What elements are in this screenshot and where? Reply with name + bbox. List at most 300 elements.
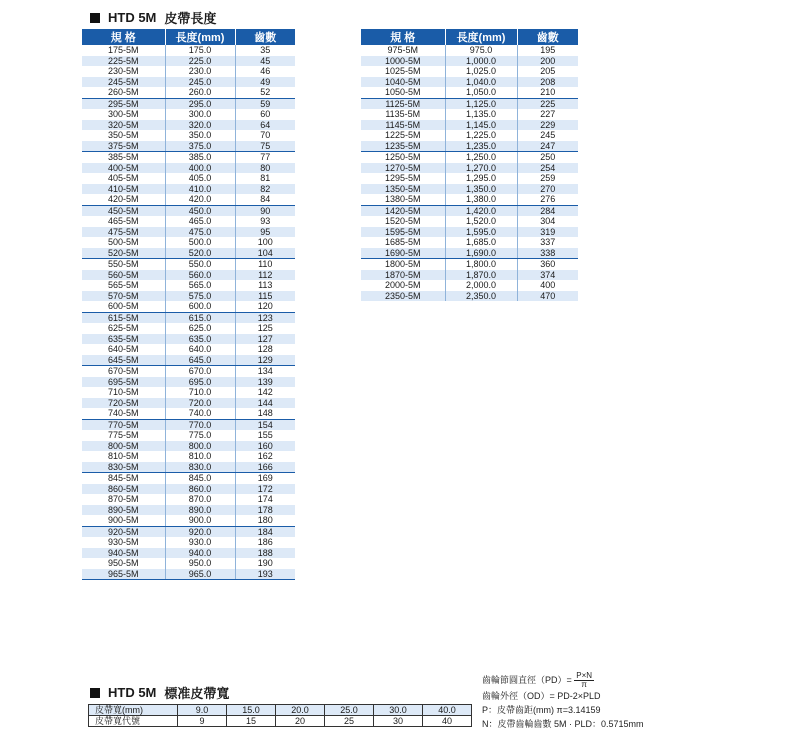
cell-length: 405.0 (165, 173, 235, 184)
table-row (82, 537, 295, 548)
pd-numerator: P×N (576, 671, 593, 680)
cell-spec: 830-5M (82, 462, 165, 473)
cell-spec: 775-5M (82, 430, 165, 441)
width-label: 皮帶寬(mm) (89, 705, 178, 716)
cell-teeth: 125 (235, 323, 295, 334)
cell-teeth: 225 (517, 98, 578, 109)
cell-length: 600.0 (165, 301, 235, 312)
cell-spec: 500-5M (82, 237, 165, 248)
cell-teeth: 338 (517, 248, 578, 259)
cell-length: 350.0 (165, 130, 235, 141)
cell-length: 2,000.0 (445, 280, 517, 291)
cell-teeth: 46 (235, 66, 295, 77)
cell-spec: 800-5M (82, 441, 165, 452)
table-row (82, 227, 295, 238)
cell-teeth: 93 (235, 216, 295, 227)
cell-length: 245.0 (165, 77, 235, 88)
cell-teeth: 104 (235, 248, 295, 259)
pd-formula (482, 672, 644, 689)
belt-width-table (88, 704, 472, 727)
pd-label: 齒輪節圓直徑（PD）= (482, 674, 572, 685)
cell-length: 420.0 (165, 194, 235, 205)
cell-teeth: 139 (235, 377, 295, 388)
cell-length: 1,350.0 (445, 184, 517, 195)
table-row (82, 451, 295, 462)
cell-spec: 260-5M (82, 87, 165, 98)
cell-spec: 615-5M (82, 312, 165, 323)
header-length: 長度(mm) (165, 29, 235, 45)
table-row (82, 205, 295, 216)
cell-spec: 695-5M (82, 377, 165, 388)
cell-spec: 2000-5M (361, 280, 445, 291)
cell-teeth: 186 (235, 537, 295, 548)
cell-length: 1,040.0 (445, 77, 517, 88)
cell-length: 870.0 (165, 494, 235, 505)
cell-teeth: 60 (235, 109, 295, 120)
cell-length: 695.0 (165, 377, 235, 388)
cell-teeth: 148 (235, 408, 295, 419)
cell-spec: 1380-5M (361, 194, 445, 205)
cell-spec: 320-5M (82, 120, 165, 131)
cell-spec: 475-5M (82, 227, 165, 238)
table-row (82, 515, 295, 526)
table-row (82, 323, 295, 334)
cell-length: 1,125.0 (445, 98, 517, 109)
width-code: 30 (374, 716, 423, 727)
cell-teeth: 174 (235, 494, 295, 505)
cell-spec: 295-5M (82, 98, 165, 109)
table-row (82, 344, 295, 355)
table-row (361, 77, 578, 88)
table-row (82, 248, 295, 259)
cell-length: 230.0 (165, 66, 235, 77)
cell-teeth: 304 (517, 216, 578, 227)
cell-teeth: 112 (235, 270, 295, 281)
square-bullet-icon (90, 688, 100, 698)
cell-teeth: 75 (235, 141, 295, 152)
cell-spec: 565-5M (82, 280, 165, 291)
table-row (82, 505, 295, 516)
cell-teeth: 259 (517, 173, 578, 184)
cell-spec: 1225-5M (361, 130, 445, 141)
cell-length: 1,870.0 (445, 270, 517, 281)
cell-spec: 350-5M (82, 130, 165, 141)
table-row (361, 87, 578, 98)
cell-length: 775.0 (165, 430, 235, 441)
cell-teeth: 35 (235, 45, 295, 56)
table-row (82, 109, 295, 120)
cell-length: 1,135.0 (445, 109, 517, 120)
table-row (361, 56, 578, 67)
cell-length: 565.0 (165, 280, 235, 291)
cell-spec: 845-5M (82, 473, 165, 484)
cell-length: 1,025.0 (445, 66, 517, 77)
cell-teeth: 128 (235, 344, 295, 355)
cell-length: 410.0 (165, 184, 235, 195)
cell-teeth: 229 (517, 120, 578, 131)
table-row (361, 184, 578, 195)
cell-teeth: 84 (235, 194, 295, 205)
cell-length: 940.0 (165, 548, 235, 559)
cell-length: 635.0 (165, 334, 235, 345)
cell-teeth: 155 (235, 430, 295, 441)
cell-spec: 940-5M (82, 548, 165, 559)
n-definition: N：皮帶齒輪齒數 5M · PLD：0.5715mm (482, 719, 644, 729)
table-row (82, 216, 295, 227)
cell-teeth: 49 (235, 77, 295, 88)
cell-spec: 740-5M (82, 408, 165, 419)
cell-teeth: 180 (235, 515, 295, 526)
cell-teeth: 208 (517, 77, 578, 88)
cell-length: 920.0 (165, 526, 235, 537)
cell-spec: 900-5M (82, 515, 165, 526)
table-row (82, 387, 295, 398)
cell-teeth: 254 (517, 163, 578, 174)
table-row (82, 77, 295, 88)
cell-spec: 300-5M (82, 109, 165, 120)
cell-teeth: 110 (235, 259, 295, 270)
cell-length: 1,685.0 (445, 237, 517, 248)
cell-length: 1,380.0 (445, 194, 517, 205)
cell-length: 2,350.0 (445, 291, 517, 302)
table-row (361, 194, 578, 205)
table-row (361, 141, 578, 152)
cell-length: 720.0 (165, 398, 235, 409)
cell-length: 710.0 (165, 387, 235, 398)
table-row (82, 312, 295, 323)
cell-spec: 410-5M (82, 184, 165, 195)
cell-teeth: 250 (517, 152, 578, 163)
table-row (82, 494, 295, 505)
table-row (82, 98, 295, 109)
cell-teeth: 470 (517, 291, 578, 302)
section-text: 皮帶長度 (164, 11, 217, 26)
table-row (82, 398, 295, 409)
table-row (82, 259, 295, 270)
cell-teeth: 160 (235, 441, 295, 452)
cell-spec: 710-5M (82, 387, 165, 398)
table-row (82, 462, 295, 473)
table-row (361, 248, 578, 259)
cell-length: 1,295.0 (445, 173, 517, 184)
table-row (82, 366, 295, 377)
cell-length: 975.0 (445, 45, 517, 56)
cell-spec: 770-5M (82, 419, 165, 430)
cell-spec: 1135-5M (361, 109, 445, 120)
cell-spec: 950-5M (82, 558, 165, 569)
cell-teeth: 227 (517, 109, 578, 120)
cell-teeth: 178 (235, 505, 295, 516)
cell-teeth: 172 (235, 484, 295, 495)
table-row (361, 216, 578, 227)
cell-length: 260.0 (165, 87, 235, 98)
cell-spec: 375-5M (82, 141, 165, 152)
cell-teeth: 82 (235, 184, 295, 195)
table-row (82, 152, 295, 163)
table-row (82, 163, 295, 174)
table-row (82, 430, 295, 441)
table-row (361, 163, 578, 174)
cell-teeth: 129 (235, 355, 295, 366)
cell-teeth: 162 (235, 451, 295, 462)
cell-spec: 1125-5M (361, 98, 445, 109)
table-row (82, 484, 295, 495)
cell-spec: 385-5M (82, 152, 165, 163)
table-row (361, 173, 578, 184)
table-row (82, 173, 295, 184)
cell-teeth: 70 (235, 130, 295, 141)
cell-spec: 245-5M (82, 77, 165, 88)
cell-teeth: 374 (517, 270, 578, 281)
cell-teeth: 59 (235, 98, 295, 109)
cell-length: 375.0 (165, 141, 235, 152)
width-value: 40.0 (423, 705, 472, 716)
cell-teeth: 123 (235, 312, 295, 323)
cell-length: 845.0 (165, 473, 235, 484)
cell-length: 830.0 (165, 462, 235, 473)
header-spec: 規 格 (361, 29, 445, 45)
width-value: 30.0 (374, 705, 423, 716)
cell-length: 400.0 (165, 163, 235, 174)
cell-teeth: 64 (235, 120, 295, 131)
table-row (361, 45, 578, 56)
table-row (82, 270, 295, 281)
cell-teeth: 284 (517, 205, 578, 216)
cell-teeth: 319 (517, 227, 578, 238)
cell-length: 1,690.0 (445, 248, 517, 259)
cell-teeth: 115 (235, 291, 295, 302)
table-row (82, 548, 295, 559)
table-row (82, 473, 295, 484)
cell-spec: 1235-5M (361, 141, 445, 152)
cell-length: 1,000.0 (445, 56, 517, 67)
table-row (361, 237, 578, 248)
cell-length: 475.0 (165, 227, 235, 238)
cell-teeth: 337 (517, 237, 578, 248)
cell-length: 1,520.0 (445, 216, 517, 227)
cell-spec: 1250-5M (361, 152, 445, 163)
cell-spec: 600-5M (82, 301, 165, 312)
width-code: 40 (423, 716, 472, 727)
cell-length: 450.0 (165, 205, 235, 216)
cell-teeth: 193 (235, 569, 295, 580)
cell-length: 1,145.0 (445, 120, 517, 131)
cell-length: 1,270.0 (445, 163, 517, 174)
cell-spec: 930-5M (82, 537, 165, 548)
header-teeth: 齒數 (517, 29, 578, 45)
table-row (361, 291, 578, 302)
cell-length: 950.0 (165, 558, 235, 569)
belt-length-table-right (361, 29, 578, 301)
cell-spec: 225-5M (82, 56, 165, 67)
cell-spec: 1690-5M (361, 248, 445, 259)
table-row (361, 259, 578, 270)
cell-teeth: 188 (235, 548, 295, 559)
table-row (361, 66, 578, 77)
cell-spec: 450-5M (82, 205, 165, 216)
table-row (82, 441, 295, 452)
cell-spec: 1685-5M (361, 237, 445, 248)
cell-spec: 625-5M (82, 323, 165, 334)
cell-teeth: 134 (235, 366, 295, 377)
cell-teeth: 400 (517, 280, 578, 291)
cell-teeth: 120 (235, 301, 295, 312)
cell-length: 640.0 (165, 344, 235, 355)
table-row (361, 120, 578, 131)
square-bullet-icon (90, 13, 100, 23)
cell-spec: 400-5M (82, 163, 165, 174)
cell-spec: 1800-5M (361, 259, 445, 270)
cell-spec: 1870-5M (361, 270, 445, 281)
formula-block (482, 672, 644, 731)
cell-teeth: 210 (517, 87, 578, 98)
cell-length: 1,420.0 (445, 205, 517, 216)
table-row (361, 280, 578, 291)
table-row (82, 558, 295, 569)
cell-teeth: 154 (235, 419, 295, 430)
cell-length: 1,235.0 (445, 141, 517, 152)
cell-spec: 1420-5M (361, 205, 445, 216)
cell-teeth: 52 (235, 87, 295, 98)
width-code: 25 (325, 716, 374, 727)
cell-teeth: 100 (235, 237, 295, 248)
cell-teeth: 80 (235, 163, 295, 174)
cell-spec: 890-5M (82, 505, 165, 516)
width-value: 25.0 (325, 705, 374, 716)
section-title-length (90, 8, 216, 27)
table-row (82, 408, 295, 419)
width-value: 20.0 (276, 705, 325, 716)
cell-teeth: 270 (517, 184, 578, 195)
cell-spec: 2350-5M (361, 291, 445, 302)
cell-length: 465.0 (165, 216, 235, 227)
table-row (82, 184, 295, 195)
cell-length: 890.0 (165, 505, 235, 516)
table-row (361, 152, 578, 163)
header-spec: 規 格 (82, 29, 165, 45)
width-value: 15.0 (227, 705, 276, 716)
table-row (82, 569, 295, 580)
cell-length: 1,250.0 (445, 152, 517, 163)
table-row (82, 66, 295, 77)
cell-spec: 1050-5M (361, 87, 445, 98)
cell-teeth: 205 (517, 66, 578, 77)
cell-teeth: 95 (235, 227, 295, 238)
cell-spec: 570-5M (82, 291, 165, 302)
pd-fraction (574, 672, 594, 689)
table-row (361, 98, 578, 109)
width-code: 20 (276, 716, 325, 727)
cell-length: 575.0 (165, 291, 235, 302)
cell-teeth: 190 (235, 558, 295, 569)
cell-spec: 1145-5M (361, 120, 445, 131)
cell-length: 770.0 (165, 419, 235, 430)
cell-spec: 560-5M (82, 270, 165, 281)
cell-teeth: 77 (235, 152, 295, 163)
table-row (82, 377, 295, 388)
cell-teeth: 45 (235, 56, 295, 67)
cell-length: 1,225.0 (445, 130, 517, 141)
table-row (82, 87, 295, 98)
section-text: 標准皮帶寬 (164, 686, 230, 701)
cell-spec: 975-5M (361, 45, 445, 56)
cell-teeth: 247 (517, 141, 578, 152)
od-formula: 齒輪外徑（OD）= PD-2×PLD (482, 691, 601, 701)
cell-spec: 1025-5M (361, 66, 445, 77)
cell-length: 550.0 (165, 259, 235, 270)
cell-spec: 1270-5M (361, 163, 445, 174)
table-row (82, 526, 295, 537)
table-row (361, 227, 578, 238)
cell-length: 1,050.0 (445, 87, 517, 98)
cell-length: 1,800.0 (445, 259, 517, 270)
cell-spec: 1350-5M (361, 184, 445, 195)
cell-teeth: 184 (235, 526, 295, 537)
cell-teeth: 144 (235, 398, 295, 409)
cell-length: 625.0 (165, 323, 235, 334)
header-teeth: 齒數 (235, 29, 295, 45)
cell-length: 175.0 (165, 45, 235, 56)
cell-length: 320.0 (165, 120, 235, 131)
cell-spec: 405-5M (82, 173, 165, 184)
cell-spec: 1595-5M (361, 227, 445, 238)
cell-length: 800.0 (165, 441, 235, 452)
cell-spec: 1520-5M (361, 216, 445, 227)
cell-spec: 550-5M (82, 259, 165, 270)
table-row (82, 291, 295, 302)
cell-length: 615.0 (165, 312, 235, 323)
cell-teeth: 169 (235, 473, 295, 484)
cell-spec: 670-5M (82, 366, 165, 377)
table-row (82, 301, 295, 312)
cell-spec: 1295-5M (361, 173, 445, 184)
table-row (82, 141, 295, 152)
cell-spec: 175-5M (82, 45, 165, 56)
cell-spec: 720-5M (82, 398, 165, 409)
cell-spec: 635-5M (82, 334, 165, 345)
cell-spec: 420-5M (82, 194, 165, 205)
width-code: 9 (178, 716, 227, 727)
table-row (82, 45, 295, 56)
cell-length: 930.0 (165, 537, 235, 548)
cell-teeth: 166 (235, 462, 295, 473)
cell-spec: 640-5M (82, 344, 165, 355)
cell-spec: 465-5M (82, 216, 165, 227)
cell-teeth: 245 (517, 130, 578, 141)
table-row (82, 355, 295, 366)
table-row (361, 109, 578, 120)
cell-length: 860.0 (165, 484, 235, 495)
table-row (82, 419, 295, 430)
table-row (82, 237, 295, 248)
cell-spec: 645-5M (82, 355, 165, 366)
table-row (361, 205, 578, 216)
cell-length: 295.0 (165, 98, 235, 109)
cell-spec: 520-5M (82, 248, 165, 259)
section-model: HTD 5M (108, 10, 157, 25)
width-code: 15 (227, 716, 276, 727)
header-length: 長度(mm) (445, 29, 517, 45)
table-row (361, 270, 578, 281)
cell-length: 810.0 (165, 451, 235, 462)
section-title-width (90, 683, 229, 702)
width-value: 9.0 (178, 705, 227, 716)
pd-denominator: π (581, 680, 587, 689)
cell-teeth: 113 (235, 280, 295, 291)
width-code-label: 皮帶寬代號 (89, 716, 178, 727)
cell-length: 965.0 (165, 569, 235, 580)
table-row (82, 280, 295, 291)
